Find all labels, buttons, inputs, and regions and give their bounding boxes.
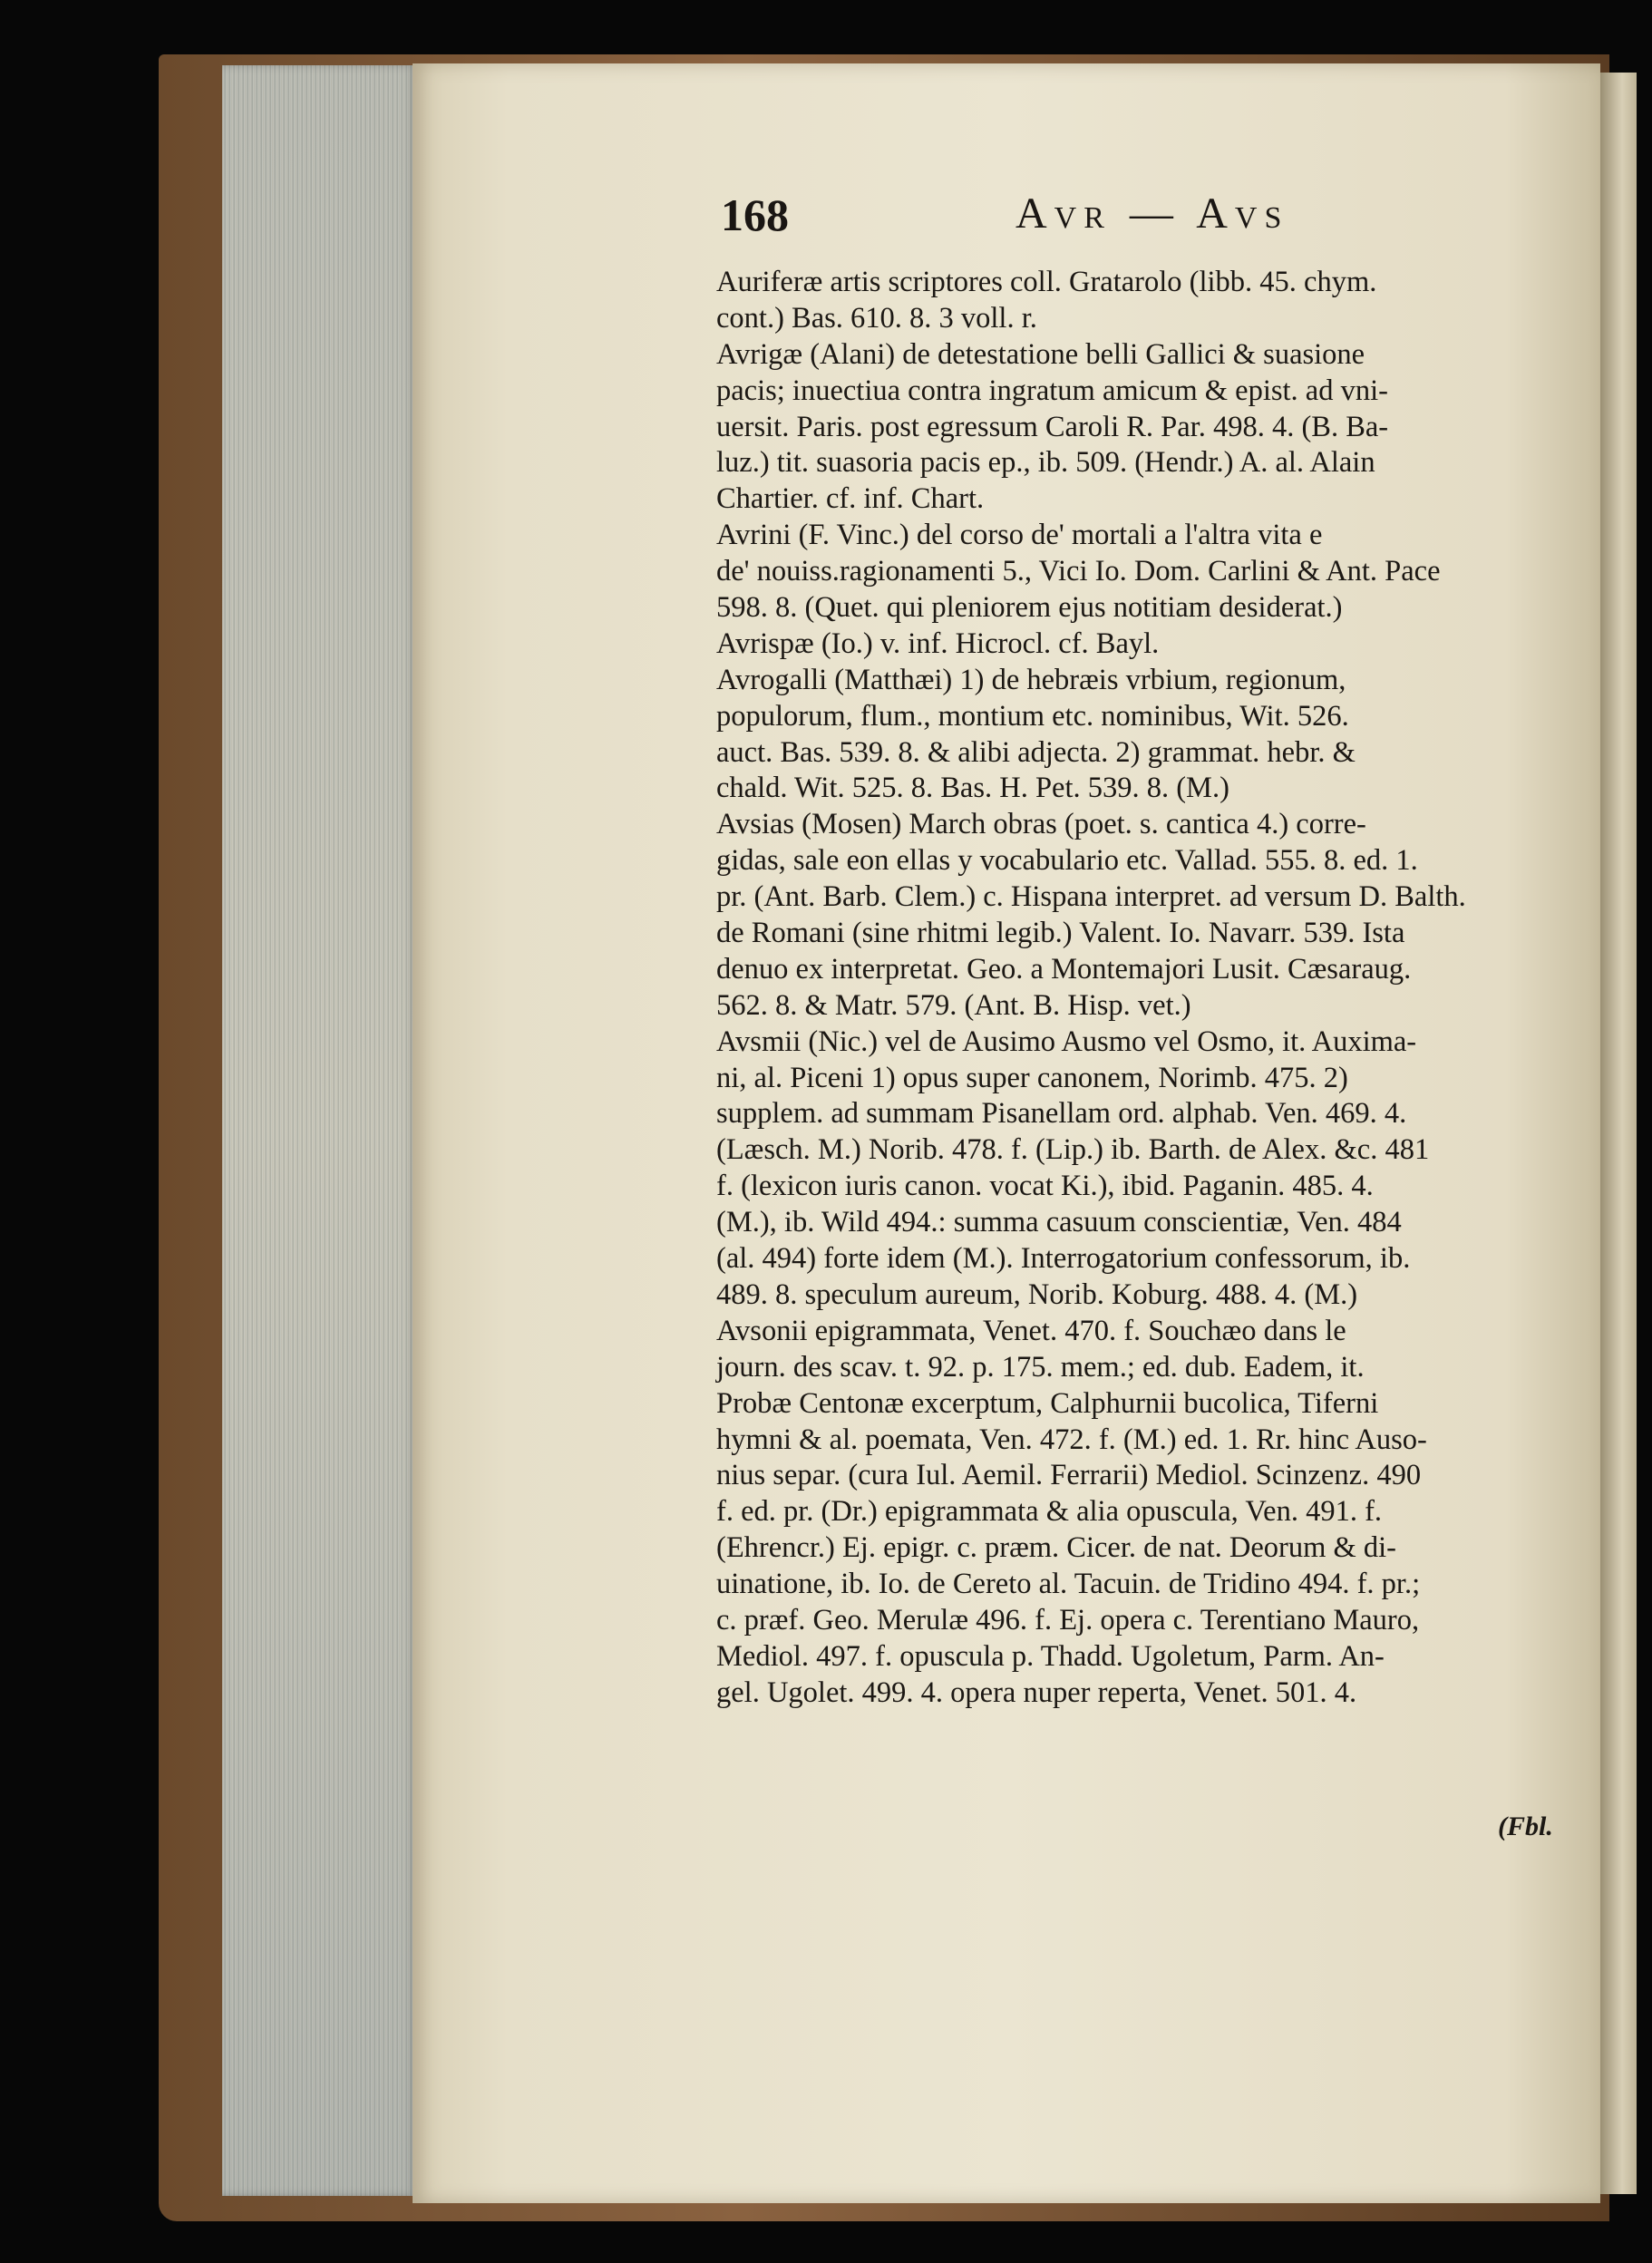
text-line: de Romani (sine rhitmi legib.) Valent. Io. Navarr. 539. Ista: [716, 917, 1405, 950]
text-line: gel. Ugolet. 499. 4. opera nuper reperta, Venet. 501. 4.: [716, 1675, 1357, 1709]
text-line: Avrigæ (Alani) de detestatione belli Gallici & suasione: [716, 337, 1365, 371]
text-line: (Læsch. M.) Norib. 478. f. (Lip.) ib. Barth. de Alex. &c. 481: [716, 1133, 1430, 1167]
text-line: Auriferæ artis scriptores coll. Gratarolo (libb. 45. chym.: [716, 266, 1377, 298]
text-line: populorum, flum., montium etc. nominibus, Wit. 526.: [716, 699, 1349, 733]
text-line: (Ehrencr.) Ej. epigr. c. præm. Cicer. de nat. Deorum & di-: [716, 1531, 1396, 1565]
page-edges: [222, 65, 417, 2196]
text-line: Avsmii (Nic.) vel de Ausimo Ausmo vel Osmo, it. Auxima-: [716, 1025, 1417, 1058]
text-line: (al. 494) forte idem (M.). Interrogatorium confessorum, ib.: [716, 1242, 1411, 1276]
text-line: journ. des scav. t. 92. p. 175. mem.; ed. dub. Eadem, it.: [716, 1350, 1365, 1384]
text-line: 598. 8. (Quet. qui pleniorem ejus notitiam desiderat.): [716, 591, 1343, 625]
text-line: Avsias (Mosen) March obras (poet. s. cantica 4.) corre-: [716, 808, 1366, 841]
catchword: (Fbl.: [1498, 1811, 1553, 1841]
text-line: f. (lexicon iuris canon. vocat Ki.), ibid. Paganin. 485. 4.: [716, 1170, 1374, 1203]
text-line: pr. (Ant. Barb. Clem.) c. Hispana interpret. ad versum D. Balth.: [716, 880, 1466, 914]
text-line: de' nouiss.ragionamenti 5., Vici Io. Dom. Carlini & Ant. Pace: [716, 555, 1441, 588]
text-line: uersit. Paris. post egressum Caroli R. Par. 498. 4. (B. Ba-: [716, 410, 1389, 443]
text-line: Probæ Centonæ excerptum, Calphurnii bucolica, Tiferni: [716, 1386, 1379, 1420]
text-line: Avsonii epigrammata, Venet. 470. f. Souchæo dans le: [716, 1314, 1346, 1347]
text-line: auct. Bas. 539. 8. & alibi adjecta. 2) grammat. hebr. &: [716, 735, 1356, 769]
text-line: gidas, sale eon ellas y vocabulario etc. Vallad. 555. 8. ed. 1.: [716, 844, 1418, 878]
text-line: c. præf. Geo. Merulæ 496. f. Ej. opera c. Terentiano Mauro,: [716, 1603, 1420, 1637]
text-line: Avrogalli (Matthæi) 1) de hebræis vrbium, regionum,: [716, 663, 1346, 696]
text-line: pacis; inuectiua contra ingratum amicum & epist. ad vni-: [716, 374, 1388, 407]
text-line: luz.) tit. suasoria pacis ep., ib. 509. (Hendr.) A. al. Alain: [716, 446, 1375, 480]
page-text: [716, 265, 1532, 1712]
text-line: Avrispæ (Io.) v. inf. Hicrocl. cf. Bayl.: [716, 626, 1160, 660]
text-line: ni, al. Piceni 1) opus super canonem, Norimb. 475. 2): [716, 1061, 1348, 1094]
text-line: uinatione, ib. Io. de Cereto al. Tacuin. de Tridino 494. f. pr.;: [716, 1568, 1421, 1601]
text-line: Avrini (F. Vinc.) del corso de' mortali a l'altra vita e: [716, 519, 1323, 552]
text-line: 562. 8. & Matr. 579. (Ant. B. Hisp. vet.): [716, 988, 1191, 1022]
page-number: 168: [721, 189, 789, 240]
running-head: Avr — Avs: [1015, 189, 1289, 238]
page-header: [721, 189, 1464, 243]
text-line: hymni & al. poemata, Ven. 472. f. (M.) ed. 1. Rr. hinc Auso-: [716, 1423, 1427, 1456]
text-line: f. ed. pr. (Dr.) epigrammata & alia opuscula, Ven. 491. f.: [716, 1495, 1383, 1529]
text-line: (M.), ib. Wild 494.: summa casuum conscientiæ, Ven. 484: [716, 1206, 1402, 1239]
text-line: chald. Wit. 525. 8. Bas. H. Pet. 539. 8. (M.): [716, 772, 1229, 805]
text-line: denuo ex interpretat. Geo. a Montemajori Lusit. Cæsaraug.: [716, 952, 1412, 986]
text-line: Chartier. cf. inf. Chart.: [716, 482, 985, 516]
text-line: nius separ. (cura Iul. Aemil. Ferrarii) Mediol. Scinzenz. 490: [716, 1459, 1422, 1492]
text-line: 489. 8. speculum aureum, Norib. Koburg. 488. 4. (M.): [716, 1277, 1358, 1311]
facing-page-edge: [1600, 73, 1637, 2194]
text-line: supplem. ad summam Pisanellam ord. alphab. Ven. 469. 4.: [716, 1097, 1407, 1131]
text-line: Mediol. 497. f. opuscula p. Thadd. Ugoletum, Parm. An-: [716, 1639, 1385, 1673]
text-line: cont.) Bas. 610. 8. 3 voll. r.: [716, 301, 1037, 335]
